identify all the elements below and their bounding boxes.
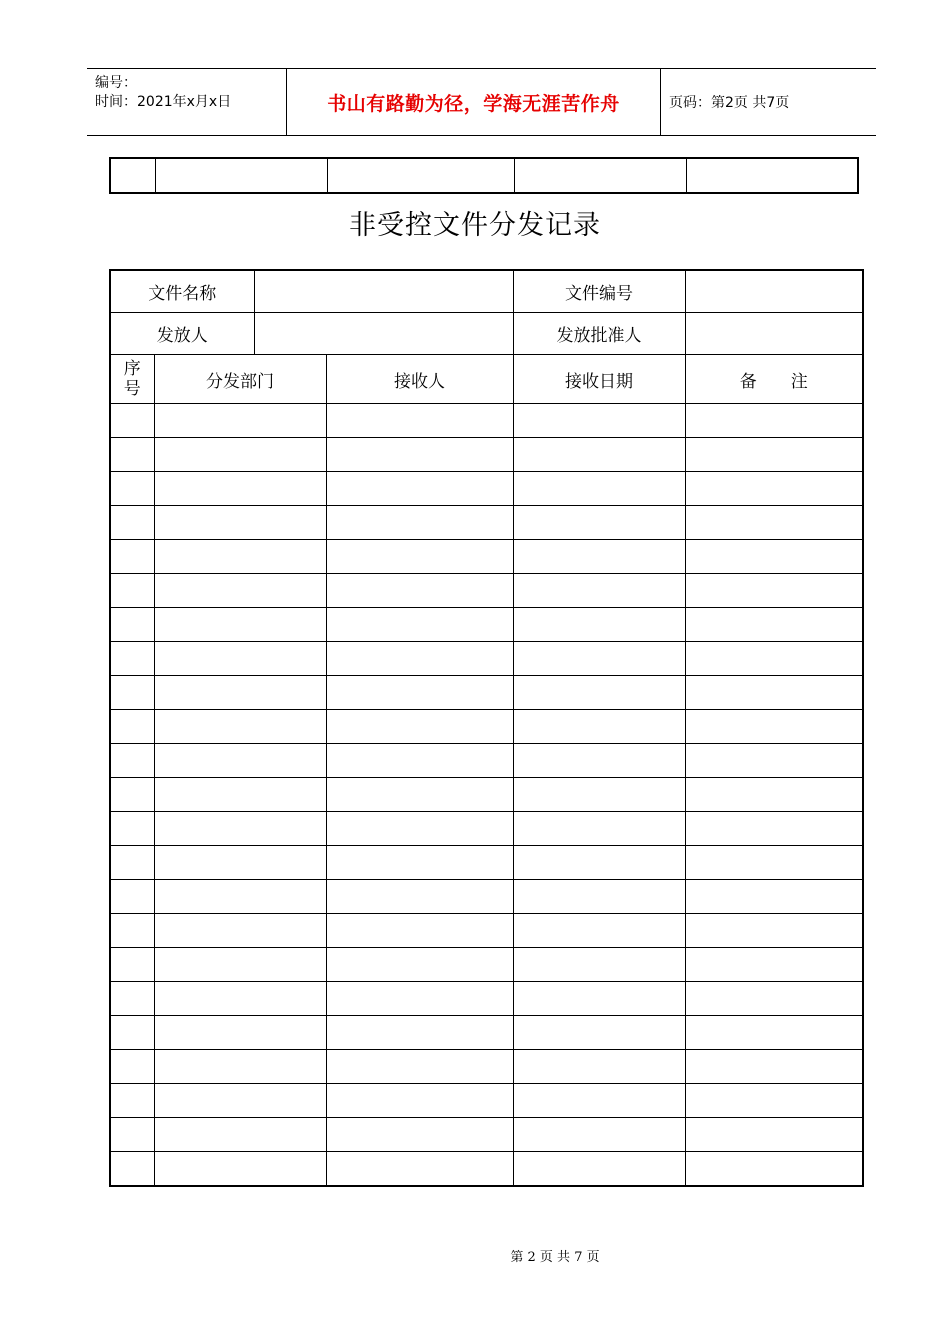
table-row <box>110 778 863 812</box>
receive-date-cell[interactable] <box>513 1118 685 1152</box>
receive-date-cell[interactable] <box>513 1084 685 1118</box>
seq-cell[interactable] <box>110 1016 154 1050</box>
seq-cell[interactable] <box>110 472 154 506</box>
department-cell[interactable] <box>154 1152 326 1187</box>
department-cell[interactable] <box>154 846 326 880</box>
department-cell[interactable] <box>154 778 326 812</box>
table-row <box>110 812 863 846</box>
receive-date-cell[interactable] <box>513 1050 685 1084</box>
seq-cell[interactable] <box>110 948 154 982</box>
receive-date-cell[interactable] <box>513 812 685 846</box>
stub-cell <box>156 158 328 193</box>
department-cell[interactable] <box>154 1016 326 1050</box>
table-row <box>110 1016 863 1050</box>
receive-date-cell[interactable] <box>513 506 685 540</box>
remarks-cell[interactable] <box>685 948 863 982</box>
remarks-cell[interactable] <box>685 404 863 438</box>
table-row <box>110 1084 863 1118</box>
page-footer: 第 2 页 共 7 页 <box>510 1250 600 1265</box>
page-title: 非受控文件分发记录 <box>349 210 601 241</box>
stub-cell <box>515 158 687 193</box>
receive-date-cell[interactable] <box>513 608 685 642</box>
receiver-cell[interactable] <box>326 506 513 540</box>
file-name-label: 文件名称 <box>110 270 254 313</box>
seq-cell[interactable] <box>110 540 154 574</box>
table-row <box>110 506 863 540</box>
receiver-cell[interactable] <box>326 540 513 574</box>
receiver-cell[interactable] <box>326 1050 513 1084</box>
table-row <box>110 608 863 642</box>
remarks-cell[interactable] <box>685 540 863 574</box>
issuer-row <box>110 313 863 355</box>
remarks-cell[interactable] <box>685 880 863 914</box>
department-cell[interactable] <box>154 948 326 982</box>
table-row <box>110 982 863 1016</box>
receiver-cell[interactable] <box>326 1152 513 1187</box>
receiver-cell[interactable] <box>326 982 513 1016</box>
receiver-cell[interactable] <box>326 438 513 472</box>
receiver-cell[interactable] <box>326 914 513 948</box>
receiver-cell[interactable] <box>326 778 513 812</box>
issuer-label: 发放人 <box>110 313 254 355</box>
receiver-cell[interactable] <box>326 608 513 642</box>
remarks-cell[interactable] <box>685 914 863 948</box>
remarks-cell[interactable] <box>685 608 863 642</box>
table-row <box>110 914 863 948</box>
receiver-cell[interactable] <box>326 676 513 710</box>
seq-cell[interactable] <box>110 506 154 540</box>
seq-cell[interactable] <box>110 1050 154 1084</box>
receive-date-cell[interactable] <box>513 982 685 1016</box>
department-cell[interactable] <box>154 472 326 506</box>
stub-table <box>109 157 859 194</box>
receiver-cell[interactable] <box>326 642 513 676</box>
table-row <box>110 438 863 472</box>
remarks-cell[interactable] <box>685 574 863 608</box>
column-header-row <box>110 355 863 404</box>
department-cell[interactable] <box>154 710 326 744</box>
receive-date-cell[interactable] <box>513 914 685 948</box>
header-page-cell <box>661 69 876 135</box>
department-cell[interactable] <box>154 540 326 574</box>
seq-cell[interactable] <box>110 744 154 778</box>
seq-cell[interactable] <box>110 574 154 608</box>
remarks-cell[interactable] <box>685 1152 863 1187</box>
receiver-cell[interactable] <box>326 710 513 744</box>
department-cell[interactable] <box>154 438 326 472</box>
receive-date-cell[interactable] <box>513 472 685 506</box>
remarks-cell[interactable] <box>685 506 863 540</box>
seq-cell[interactable] <box>110 404 154 438</box>
seq-cell[interactable] <box>110 778 154 812</box>
remarks-cell[interactable] <box>685 846 863 880</box>
document-number-label: 编号： <box>95 75 137 91</box>
seq-cell[interactable] <box>110 608 154 642</box>
stub-cell <box>328 158 515 193</box>
seq-cell[interactable] <box>110 710 154 744</box>
receiver-cell[interactable] <box>326 948 513 982</box>
remarks-cell[interactable] <box>685 1050 863 1084</box>
seq-header: 序 号 <box>110 355 154 404</box>
stub-cell <box>110 158 156 193</box>
table-row <box>110 744 863 778</box>
remarks-header: 备 注 <box>685 355 863 404</box>
issuer-field[interactable] <box>254 313 513 355</box>
remarks-cell[interactable] <box>685 472 863 506</box>
table-row <box>110 880 863 914</box>
stub-row <box>110 158 858 193</box>
receive-date-cell[interactable] <box>513 574 685 608</box>
remarks-cell[interactable] <box>685 676 863 710</box>
seq-cell[interactable] <box>110 676 154 710</box>
department-cell[interactable] <box>154 574 326 608</box>
header-motto-cell <box>287 69 661 135</box>
table-row <box>110 1050 863 1084</box>
receiver-cell[interactable] <box>326 812 513 846</box>
receiver-header: 接收人 <box>326 355 513 404</box>
receive-date-cell[interactable] <box>513 744 685 778</box>
table-row <box>110 710 863 744</box>
department-cell[interactable] <box>154 1050 326 1084</box>
table-row <box>110 540 863 574</box>
receiver-cell[interactable] <box>326 574 513 608</box>
page-info: 页码：第2页 共7页 <box>669 95 790 111</box>
remarks-cell[interactable] <box>685 778 863 812</box>
receive-date-cell[interactable] <box>513 1152 685 1187</box>
receive-date-cell[interactable] <box>513 438 685 472</box>
file-number-field[interactable] <box>685 270 863 313</box>
receive-date-cell[interactable] <box>513 948 685 982</box>
department-cell[interactable] <box>154 608 326 642</box>
seq-cell[interactable] <box>110 846 154 880</box>
department-cell[interactable] <box>154 676 326 710</box>
approver-field[interactable] <box>685 313 863 355</box>
receiver-cell[interactable] <box>326 880 513 914</box>
file-name-row <box>110 270 863 313</box>
remarks-cell[interactable] <box>685 642 863 676</box>
seq-cell[interactable] <box>110 914 154 948</box>
receive-date-cell[interactable] <box>513 540 685 574</box>
receiver-cell[interactable] <box>326 1118 513 1152</box>
table-row <box>110 574 863 608</box>
remarks-cell[interactable] <box>685 744 863 778</box>
table-row <box>110 1118 863 1152</box>
receive-date-cell[interactable] <box>513 710 685 744</box>
receiver-cell[interactable] <box>326 404 513 438</box>
header-left-cell <box>87 69 287 135</box>
file-number-label: 文件编号 <box>513 270 685 313</box>
table-row <box>110 846 863 880</box>
table-row <box>110 472 863 506</box>
seq-cell[interactable] <box>110 642 154 676</box>
department-header: 分发部门 <box>154 355 326 404</box>
receive-date-cell[interactable] <box>513 642 685 676</box>
seq-cell[interactable] <box>110 1118 154 1152</box>
department-cell[interactable] <box>154 404 326 438</box>
distribution-record-table <box>109 269 864 1187</box>
seq-cell[interactable] <box>110 982 154 1016</box>
receive-date-cell[interactable] <box>513 1016 685 1050</box>
receive-date-cell[interactable] <box>513 880 685 914</box>
receive-date-cell[interactable] <box>513 846 685 880</box>
remarks-cell[interactable] <box>685 1084 863 1118</box>
remarks-cell[interactable] <box>685 982 863 1016</box>
table-row <box>110 676 863 710</box>
department-cell[interactable] <box>154 744 326 778</box>
receive-date-cell[interactable] <box>513 778 685 812</box>
department-cell[interactable] <box>154 880 326 914</box>
stub-cell <box>687 158 859 193</box>
department-cell[interactable] <box>154 506 326 540</box>
department-cell[interactable] <box>154 914 326 948</box>
department-cell[interactable] <box>154 642 326 676</box>
seq-cell[interactable] <box>110 1084 154 1118</box>
receiver-cell[interactable] <box>326 744 513 778</box>
receiver-cell[interactable] <box>326 1016 513 1050</box>
department-cell[interactable] <box>154 812 326 846</box>
receive-date-header: 接收日期 <box>513 355 685 404</box>
remarks-cell[interactable] <box>685 438 863 472</box>
receive-date-cell[interactable] <box>513 404 685 438</box>
table-row <box>110 1152 863 1187</box>
seq-cell[interactable] <box>110 812 154 846</box>
seq-cell[interactable] <box>110 880 154 914</box>
department-cell[interactable] <box>154 982 326 1016</box>
remarks-cell[interactable] <box>685 1118 863 1152</box>
motto-text: 书山有路勤为径，学海无涯苦作舟 <box>327 92 620 115</box>
receive-date-cell[interactable] <box>513 676 685 710</box>
seq-cell[interactable] <box>110 438 154 472</box>
table-row <box>110 404 863 438</box>
approver-label: 发放批准人 <box>513 313 685 355</box>
document-time-label: 时间：2021年x月x日 <box>95 94 232 110</box>
remarks-cell[interactable] <box>685 1016 863 1050</box>
receiver-cell[interactable] <box>326 472 513 506</box>
receiver-cell[interactable] <box>326 846 513 880</box>
receiver-cell[interactable] <box>326 1084 513 1118</box>
department-cell[interactable] <box>154 1118 326 1152</box>
page-header <box>87 68 876 136</box>
seq-cell[interactable] <box>110 1152 154 1187</box>
table-row <box>110 948 863 982</box>
department-cell[interactable] <box>154 1084 326 1118</box>
remarks-cell[interactable] <box>685 812 863 846</box>
remarks-cell[interactable] <box>685 710 863 744</box>
table-row <box>110 642 863 676</box>
file-name-field[interactable] <box>254 270 513 313</box>
